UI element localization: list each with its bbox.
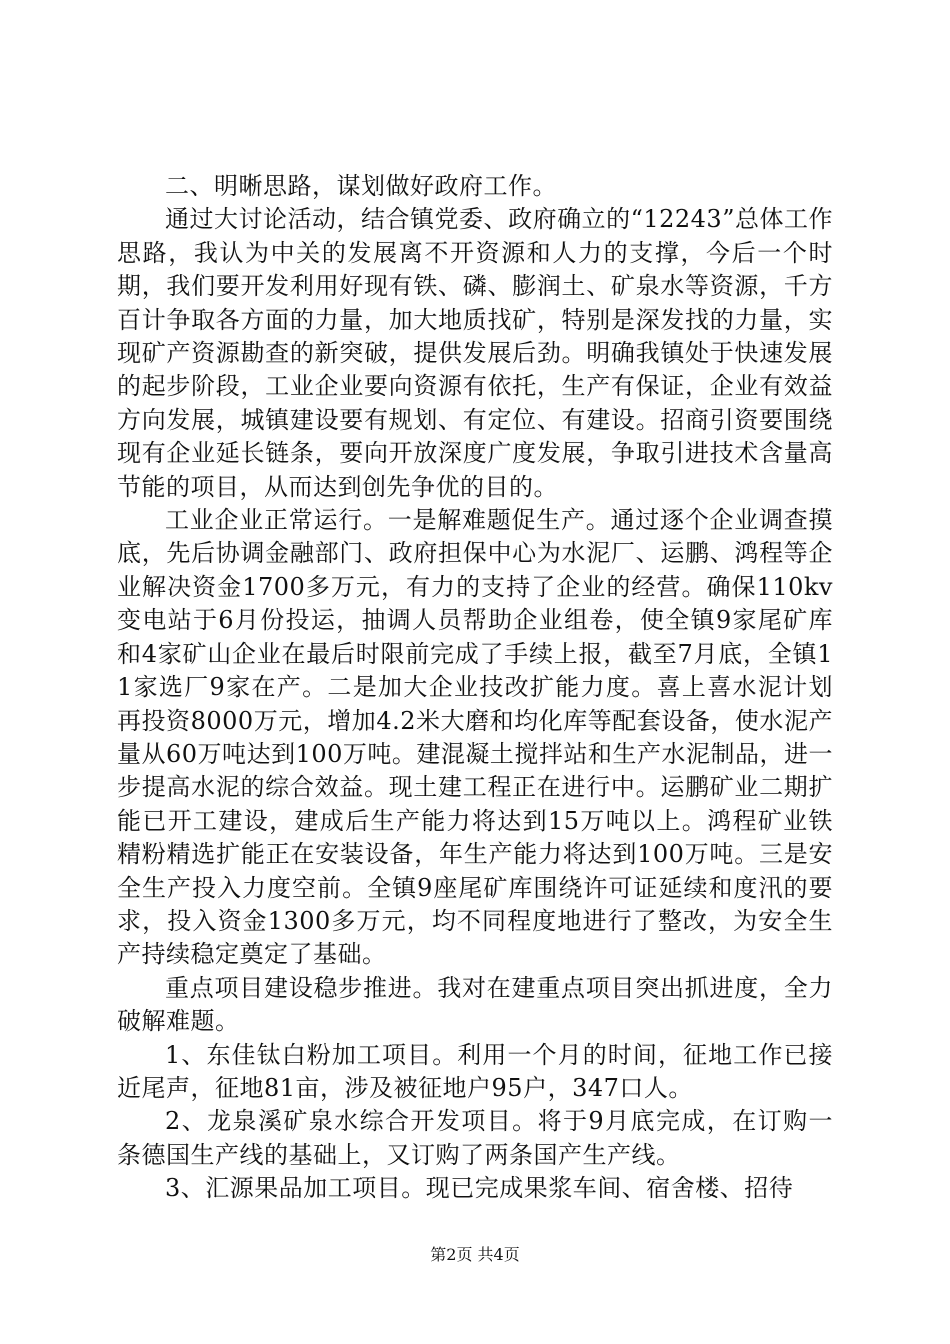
document-body: [117, 170, 833, 1206]
page-footer: [0, 1245, 950, 1265]
list-item: 2、龙泉溪矿泉水综合开发项目。将于9月底完成，在订购一条德国生产线的基础上，又订购了两条国产生产线。: [117, 1107, 833, 1169]
list-item: 3、汇源果品加工项目。现已完成果浆车间、宿舍楼、招待: [165, 1174, 794, 1203]
section-heading: 二、明晰思路，谋划做好政府工作。: [165, 172, 557, 200]
paragraph: 重点项目建设稳步推进。我对在建重点项目突出抓进度，全力破解难题。: [117, 973, 833, 1036]
page-number: 第2页 共4页: [430, 1245, 520, 1264]
paragraph: 工业企业正常运行。一是解难题促生产。通过逐个企业调查摸底，先后协调金融部门、政府担保中心为水泥厂、运鹏、鸿程等企业解决资金1700多万元，有力的支持了企业的经营。确保110kv变电站于6月份投运，抽调人员帮助企业组卷，使全镇9家尾矿库和4家矿山企业在最后时限前完成了手续上报，截至7月底，全镇11家选厂9家在产。二是加大企业技改扩能力度。喜上喜水泥计划再投资8000万元，增加4.2米大磨和均化库等配套设备，使水泥产量从60万吨达到100万吨。建混凝土搅拌站和生产水泥制品，进一步提高水泥的综合效益。现土建工程正在进行中。运鹏矿业二期扩能已开工建设，建成后生产能力将达到15万吨以上。鸿程矿业铁精粉精选扩能正在安装设备，年生产能力将达到100万吨。三是安全生产投入力度空前。全镇9座尾矿库围绕许可证延续和度汛的要求，投入资金1300多万元，均不同程度地进行了整改，为安全生产持续稳定奠定了基础。: [117, 506, 833, 969]
paragraph: 通过大讨论活动，结合镇党委、政府确立的“12243”总体工作思路，我认为中关的发展离不开资源和人力的支撑，今后一个时期，我们要开发利用好现有铁、磷、膨润土、矿泉水等资源，千方百计争取各方面的力量，加大地质找矿，特别是深发找的力量，实现矿产资源勘查的新突破，提供发展后劲。明确我镇处于快速发展的起步阶段，工业企业要向资源有依托，生产有保证，企业有效益方向发展，城镇建设要有规划、有定位、有建设。招商引资要围绕现有企业延长链条，要向开放深度广度发展，争取引进技术含量高节能的项目，从而达到创先争优的目的。: [117, 205, 833, 501]
list-item: 1、东佳钛白粉加工项目。利用一个月的时间，征地工作已接近尾声，征地81亩，涉及被征地户95户，347口人。: [117, 1040, 833, 1102]
